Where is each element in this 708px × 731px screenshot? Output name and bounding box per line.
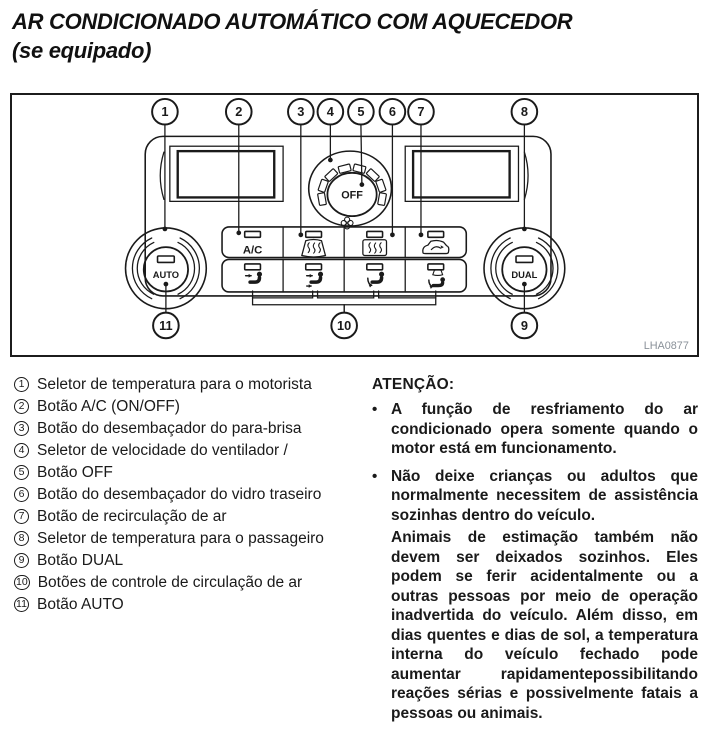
callout-5: [348, 99, 374, 125]
legend-item-2: [14, 397, 360, 416]
legend-text: Seletor de velocidade do ventilador /: [37, 442, 288, 459]
dual-label: DUAL: [511, 270, 538, 281]
svg-text:8: 8: [520, 104, 528, 120]
figure-code: LHA0877: [643, 340, 689, 353]
off-label: OFF: [341, 189, 363, 202]
warning-bullet-1: [372, 400, 698, 459]
indicator-light: [428, 231, 444, 237]
callout-11: [153, 313, 179, 339]
climate-control-diagram: [12, 95, 697, 355]
legend-text: Botão OFF: [37, 464, 113, 481]
display-screen: [413, 151, 510, 197]
legend-item-10: [14, 573, 360, 592]
svg-text:4: 4: [326, 104, 334, 120]
vent-bilevel-icon: [307, 272, 323, 288]
figure-frame: [10, 93, 699, 357]
indicator-light: [306, 231, 322, 237]
legend-item-8: [14, 529, 360, 548]
upper-button-row: [222, 227, 466, 258]
page-title: [12, 7, 708, 65]
fan-speed-dial: [309, 151, 392, 229]
svg-text:10: 10: [337, 317, 352, 333]
vent-face-icon: [246, 272, 262, 282]
svg-text:6: 6: [388, 104, 396, 120]
legend-num: 8: [14, 531, 29, 546]
bullet-icon: •: [372, 401, 378, 418]
svg-text:7: 7: [417, 104, 425, 120]
svg-text:1: 1: [161, 104, 169, 120]
legend-num: 9: [14, 553, 29, 568]
legend-item-9: [14, 551, 360, 570]
legend-text: Botão do desembaçador do para-brisa: [37, 420, 302, 437]
legend-num: 6: [14, 487, 29, 502]
recirculation-icon: [423, 240, 449, 253]
indicator-light: [516, 256, 533, 262]
legend-num: 4: [14, 443, 29, 458]
legend-num: 11: [14, 597, 29, 612]
vent-foot-icon: [368, 272, 384, 288]
passenger-display: [405, 146, 528, 201]
svg-text:2: 2: [235, 104, 243, 120]
callout-1: [152, 99, 178, 125]
legend-item-6: [14, 485, 360, 504]
auto-label: AUTO: [152, 270, 180, 281]
display-screen: [178, 151, 275, 197]
page-title-line1: AR CONDICIONADO AUTOMÁTICO COM AQUECEDOR: [12, 9, 573, 34]
warning-text: A função de resfriamento do ar condicionado opera somente quando o motor está em funcionamento.: [391, 401, 698, 457]
display-bezel: [170, 146, 283, 201]
legend-item-1: [14, 375, 360, 394]
indicator-light: [245, 264, 261, 270]
warning-text: Não deixe crianças ou adultos que normalmente necessitem de assistência sozinhas dentro do veículo.: [391, 467, 698, 524]
bullet-icon: •: [372, 467, 378, 485]
indicator-light: [367, 264, 383, 270]
vent-foot-defrost-icon: [429, 270, 445, 289]
legend-num: 3: [14, 421, 29, 436]
warning-section: [372, 375, 698, 731]
indicator-light: [306, 264, 322, 270]
display-bezel: [405, 146, 518, 201]
legend-item-7: [14, 507, 360, 526]
callout-6: [380, 99, 406, 125]
callout-4: [318, 99, 344, 125]
callout-9: [512, 313, 538, 339]
callout-7: [408, 99, 434, 125]
warning-heading: ATENÇÃO:: [372, 376, 455, 393]
lower-button-row: [222, 259, 466, 292]
content-columns: [14, 375, 698, 731]
legend-text: Botões de controle de circulação de ar: [37, 574, 303, 591]
callout-8: [512, 99, 538, 125]
legend-list: [14, 375, 360, 731]
svg-text:5: 5: [357, 104, 365, 120]
legend-text: Botão AUTO: [37, 596, 124, 613]
legend-item-3: [14, 419, 360, 438]
svg-text:3: 3: [297, 104, 305, 120]
legend-text: Seletor de temperatura para o motorista: [37, 376, 312, 393]
legend-text: Botão do desembaçador do vidro traseiro: [37, 486, 322, 503]
legend-text: Botão de recirculação de ar: [37, 508, 227, 525]
indicator-light: [158, 256, 175, 262]
windshield-defrost-icon: [302, 240, 326, 257]
ac-button-label: A/C: [242, 244, 263, 257]
legend-item-5: [14, 463, 360, 482]
rear-defrost-icon: [363, 240, 387, 256]
indicator-light: [245, 231, 261, 237]
display-left-bracket: [160, 152, 164, 199]
callout-3: [288, 99, 314, 125]
indicator-light: [367, 231, 383, 237]
legend-item-4: [14, 441, 360, 460]
legend-num: 1: [14, 377, 29, 392]
indicator-light: [428, 264, 444, 270]
warning-bullet-2: [372, 467, 698, 724]
legend-text: Botão A/C (ON/OFF): [37, 398, 180, 415]
legend-text: Seletor de temperatura para o passageiro: [37, 530, 324, 547]
svg-text:11: 11: [159, 317, 173, 333]
legend-item-11: [14, 595, 360, 614]
legend-num: 2: [14, 399, 29, 414]
callout-2: [226, 99, 252, 125]
legend-num: 5: [14, 465, 29, 480]
callout-10: [331, 313, 357, 339]
page-title-line2: (se equipado): [12, 38, 152, 63]
legend-num: 10: [16, 576, 28, 589]
warning-text: Animais de estimação também não devem ser deixados sozinhos. Eles podem se ferir acidentalmente ou a outras pessoas por meio de operação inadvertida do veículo. Além disso, em dias quentes e dias de sol, a temperatura interna do veículo fechado pode aumentar rapidamentepossibilitando reações sérias e possivelmente fatais a pessoas ou animais.: [391, 529, 698, 722]
legend-num: 7: [14, 509, 29, 524]
driver-display: [160, 146, 283, 201]
svg-text:9: 9: [520, 317, 528, 333]
legend-text: Botão DUAL: [37, 552, 124, 569]
